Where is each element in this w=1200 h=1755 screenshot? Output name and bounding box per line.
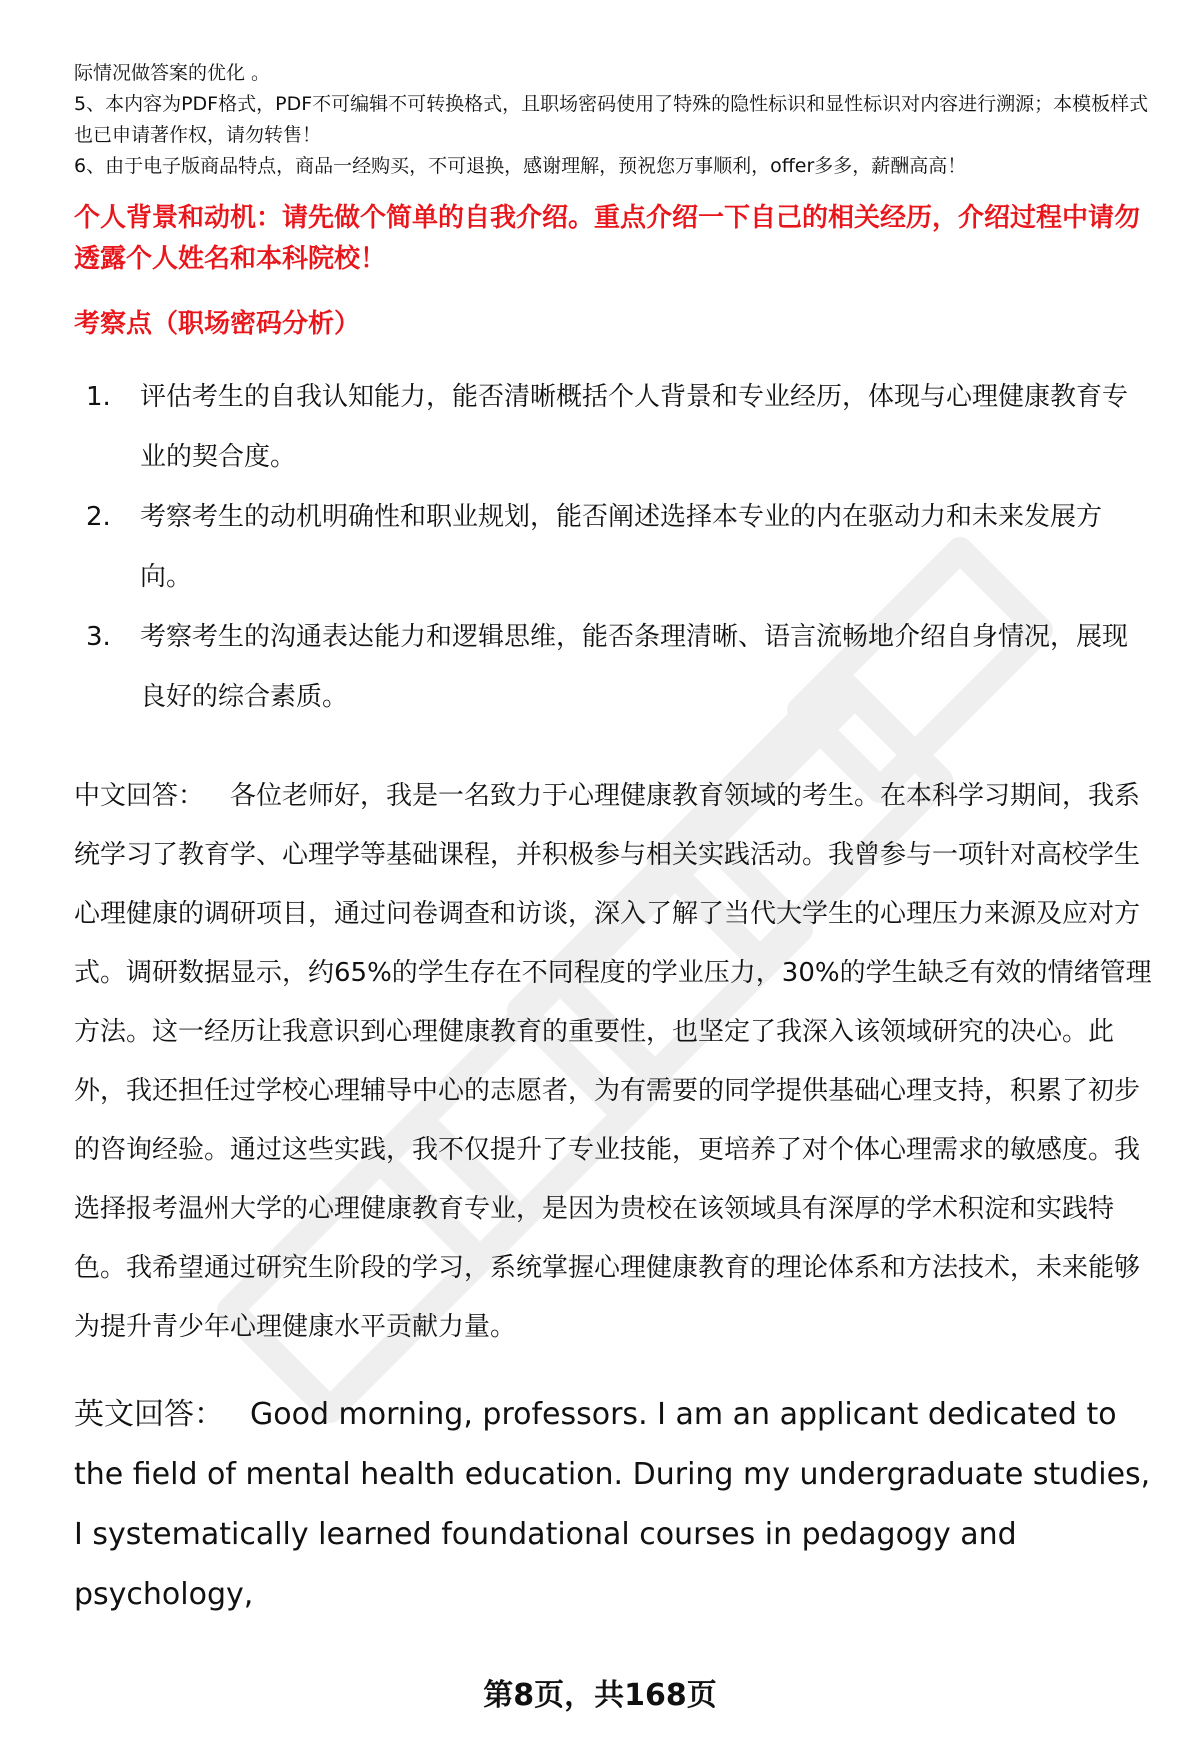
notes-block <box>74 58 1154 182</box>
list-text: 考察考生的沟通表达能力和逻辑思维，能否条理清晰、语言流畅地介绍自身情况，展现良好的综合素质。 <box>140 622 1129 712</box>
analysis-heading: 考察点（职场密码分析） <box>74 309 361 339</box>
note-line: 6、由于电子版商品特点，商品一经购买，不可退换，感谢理解，预祝您万事顺利，offer多多，薪酬高高！ <box>74 155 967 177</box>
answer-chinese-text: 各位老师好，我是一名致力于心理健康教育领域的考生。在本科学习期间，我系统学习了教育学、心理学等基础课程，并积极参与相关实践活动。我曾参与一项针对高校学生心理健康的调研项目，通过问卷调查和访谈，深入了解了当代大学生的心理压力来源及应对方式。调研数据显示，约65%的学生存在不同程度的学业压力，30%的学生缺乏有效的情绪管理方法。这一经历让我意识到心理健康教育的重要性，也坚定了我深入该领域研究的决心。此外，我还担任过学校心理辅导中心的志愿者，为有需要的同学提供基础心理支持，积累了初步的咨询经验。通过这些实践，我不仅提升了专业技能，更培养了对个体心理需求的敏感度。我选择报考温州大学的心理健康教育专业，是因为贵校在该领域具有深厚的学术积淀和实践特色。我希望通过研究生阶段的学习，系统掌握心理健康教育的理论体系和方法技术，未来能够为提升青少年心理健康水平贡献力量。 <box>74 781 1152 1342</box>
list-number: 2. <box>86 502 111 532</box>
list-number: 3. <box>86 622 111 652</box>
list-text: 评估考生的自我认知能力，能否清晰概括个人背景和专业经历，体现与心理健康教育专业的契合度。 <box>140 382 1129 472</box>
list-item <box>74 367 1154 487</box>
answer-chinese <box>74 767 1164 1357</box>
answer-chinese-label: 中文回答： <box>74 781 205 811</box>
question-title: 个人背景和动机：请先做个简单的自我介绍。重点介绍一下自己的相关经历，介绍过程中请勿透露个人姓名和本科院校！ <box>74 203 1141 274</box>
list-text: 考察考生的动机明确性和职业规划，能否阐述选择本专业的内在驱动力和未来发展方向。 <box>140 502 1103 592</box>
answer-english-label: 英文回答： <box>74 1397 224 1432</box>
list-item <box>74 607 1154 727</box>
list-number: 1. <box>86 382 111 412</box>
analysis-points <box>74 367 1154 727</box>
answer-english-text: Good morning, professors. I am an applicant dedicated to the field of mental health education. During my undergraduate studies, I systematically learned foundational courses in pedagogy and psychology, <box>74 1397 1151 1612</box>
list-item <box>74 487 1154 607</box>
note-line: 5、本内容为PDF格式，PDF不可编辑不可转换格式，且职场密码使用了特殊的隐性标识和显性标识对内容进行溯源；本模板样式也已申请著作权，请勿转售！ <box>74 93 1149 146</box>
note-line: 际情况做答案的优化 。 <box>74 62 271 84</box>
page-number: 第8页，共168页 <box>483 1678 717 1713</box>
answer-english <box>74 1385 1164 1625</box>
